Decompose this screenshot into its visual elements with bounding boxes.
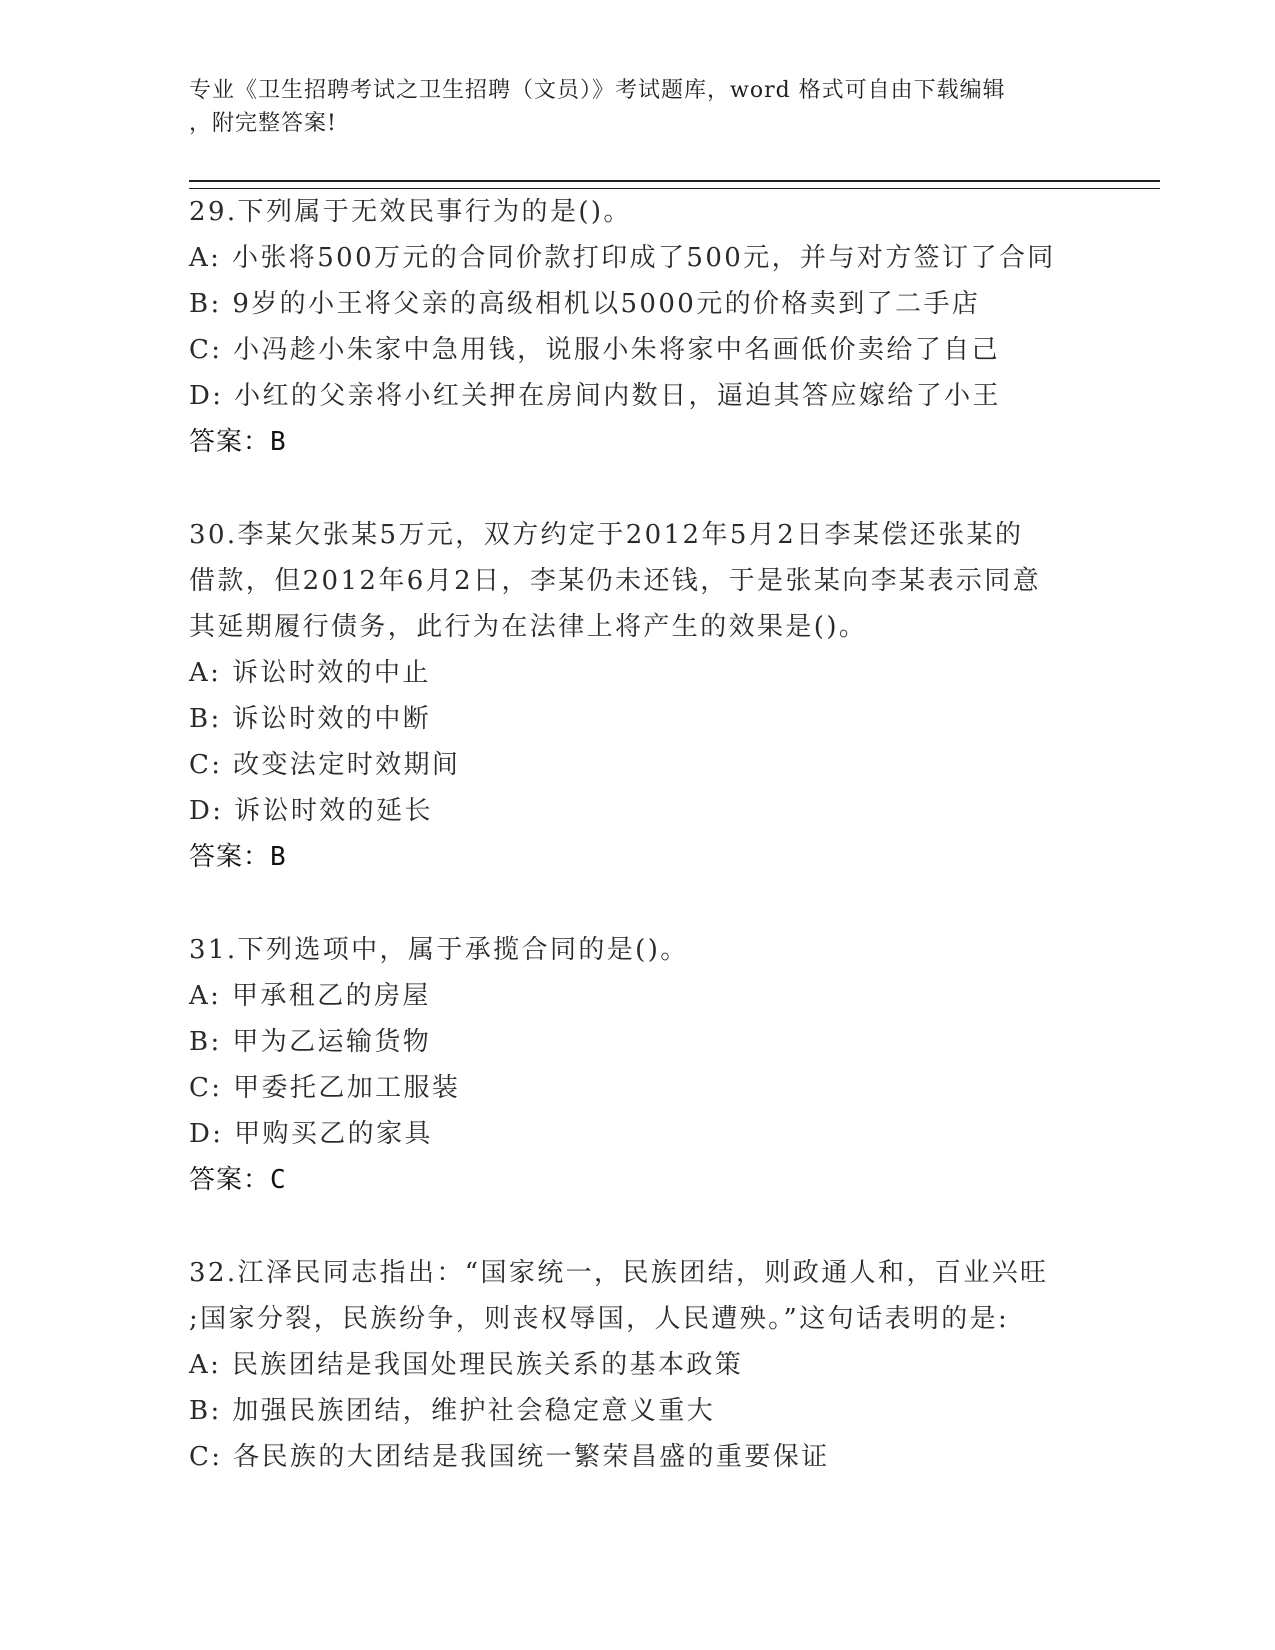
document-header: [189, 74, 1089, 140]
header-line-1: 专业《卫生招聘考试之卫生招聘（文员）》考试题库，word 格式可自由下载编辑: [189, 78, 1006, 103]
option-d: D: 甲购买乙的家具: [189, 1119, 433, 1149]
option-b: B: 甲为乙运输货物: [189, 1027, 432, 1057]
question-stem: 其延期履行债务，此行为在法律上将产生的效果是()。: [189, 612, 868, 642]
option-c: C: 改变法定时效期间: [189, 750, 461, 780]
question-30: [189, 512, 1089, 880]
option-d: D: 诉讼时效的延长: [189, 796, 433, 826]
question-stem: 32.江泽民同志指出：“国家统一，民族团结，则政通人和，百业兴旺: [189, 1258, 1049, 1288]
option-d: D: 小红的父亲将小红关押在房间内数日，逼迫其答应嫁给了小王: [189, 381, 1001, 411]
header-line-2: ，附完整答案!: [189, 111, 337, 136]
question-stem: 29.下列属于无效民事行为的是()。: [189, 197, 632, 227]
answer-label: 答案：: [189, 427, 271, 457]
option-b: B: 加强民族团结，维护社会稳定意义重大: [189, 1396, 716, 1426]
answer-label: 答案：: [189, 842, 271, 872]
option-a: A: 诉讼时效的中止: [189, 658, 431, 688]
answer-line: [189, 419, 1089, 465]
option-b: B: 诉讼时效的中断: [189, 704, 432, 734]
question-stem: 31.下列选项中，属于承揽合同的是()。: [189, 935, 689, 965]
answer-line: [189, 834, 1089, 880]
option-c: C: 小冯趁小朱家中急用钱，说服小朱将家中名画低价卖给了自己: [189, 335, 1000, 365]
question-list: [189, 189, 1089, 1527]
option-c: C: 各民族的大团结是我国统一繁荣昌盛的重要保证: [189, 1442, 830, 1472]
option-a: A: 甲承租乙的房屋: [189, 981, 431, 1011]
option-a: A: 民族团结是我国处理民族关系的基本政策: [189, 1350, 744, 1380]
question-stem: 30.李某欠张某5万元，双方约定于2012年5月2日李某偿还张某的: [189, 520, 1024, 550]
option-b: B: 9岁的小王将父亲的高级相机以5000元的价格卖到了二手店: [189, 289, 981, 319]
answer-line: [189, 1157, 1089, 1203]
question-stem: 借款，但2012年6月2日，李某仍未还钱，于是张某向李某表示同意: [189, 566, 1042, 596]
answer-label: 答案：: [189, 1165, 271, 1195]
option-c: C: 甲委托乙加工服装: [189, 1073, 461, 1103]
question-stem: ;国家分裂，民族纷争，则丧权辱国，人民遭殃。”这句话表明的是:: [189, 1304, 1010, 1334]
answer-value: B: [270, 427, 287, 457]
question-31: [189, 927, 1089, 1203]
option-a: A: 小张将500万元的合同价款打印成了500元，并与对方签订了合同: [189, 243, 1056, 273]
answer-value: C: [270, 1165, 287, 1195]
header-divider: [189, 180, 1160, 189]
question-29: [189, 189, 1089, 465]
answer-value: B: [270, 842, 287, 872]
question-32: [189, 1250, 1089, 1480]
